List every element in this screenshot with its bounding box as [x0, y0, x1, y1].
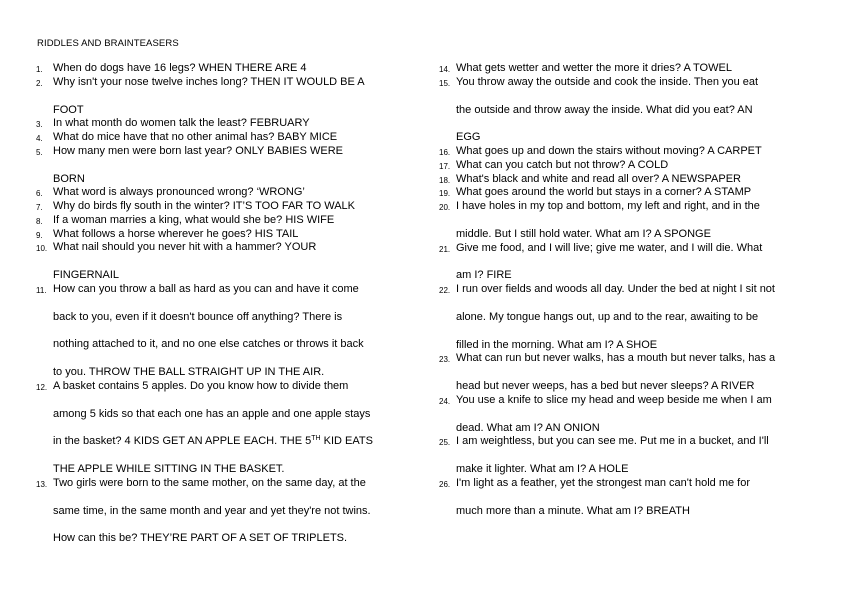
riddle-item — [439, 62, 829, 76]
riddle-line: the outside and throw away the inside. What did you eat? AN — [456, 103, 753, 116]
riddle-number: 16. — [439, 148, 451, 157]
ordinal-suffix: TH — [311, 435, 321, 443]
riddle-number: 6. — [36, 189, 43, 199]
right-column — [439, 62, 829, 518]
riddle-number: 15. — [439, 78, 451, 88]
riddle-number: 11. — [36, 285, 47, 295]
riddle-number: 20. — [439, 203, 451, 212]
riddle-line: I'm light as a feather, yet the strongest man can't hold me for — [456, 476, 751, 489]
riddle-number: 17. — [439, 161, 451, 171]
riddle-list-right — [439, 62, 829, 518]
riddle-line: What can run but never walks, has a mouth but never talks, has a — [456, 352, 776, 365]
riddle-line: head but never weeps, has a bed but never sleeps? A RIVER — [456, 380, 755, 392]
riddle-item — [439, 186, 829, 200]
riddle-line: Give me food, and I will live; give me water, and I will die. What — [456, 241, 763, 254]
riddle-line: Why do birds fly south in the winter? IT’S TOO FAR TO WALK — [53, 200, 356, 212]
riddle-line: dead. What am I? AN ONION — [456, 421, 600, 434]
riddle-item — [36, 228, 416, 242]
riddle-item — [36, 283, 416, 380]
riddle-number: 13. — [36, 479, 48, 489]
riddle-line: How can this be? THEY’RE PART OF A SET OF TRIPLETS. — [53, 532, 348, 545]
riddle-line: in the basket? 4 KIDS GET AN APPLE EACH. THE 5TH KID EATS — [53, 435, 373, 448]
riddle-item — [36, 477, 416, 546]
riddle-number: 7. — [36, 203, 43, 212]
riddle-item — [36, 117, 416, 131]
riddle-line: What gets wetter and wetter the more it dries? A TOWEL — [456, 62, 732, 74]
riddle-line: much more than a minute. What am I? BREATH — [456, 504, 690, 517]
riddle-line: FINGERNAIL — [53, 269, 120, 281]
riddle-number: 9. — [36, 230, 43, 240]
riddle-line: among 5 kids so that each one has an apple and one apple stays — [53, 407, 371, 420]
riddle-line: A basket contains 5 apples. Do you know how to divide them — [53, 379, 349, 392]
riddle-number: 5. — [36, 147, 43, 157]
document-title: RIDDLES AND BRAINTEASERS — [37, 38, 179, 49]
riddle-line: FOOT — [53, 103, 84, 116]
riddle-item — [439, 76, 829, 145]
riddle-number: 26. — [439, 479, 451, 489]
riddle-line: BORN — [53, 172, 85, 185]
riddle-item — [36, 186, 416, 200]
riddle-number: 3. — [36, 120, 43, 130]
riddle-number: 1. — [36, 65, 43, 74]
riddle-line: How many men were born last year? ONLY BABIES WERE — [53, 144, 343, 157]
riddle-line: I have holes in my top and bottom, my left and right, and in the — [456, 200, 760, 212]
left-column — [36, 62, 416, 546]
riddle-line: filled in the morning. What am I? A SHOE — [456, 338, 658, 351]
riddle-item — [439, 173, 829, 187]
riddle-line: What follows a horse wherever he goes? HIS TAIL — [53, 227, 299, 240]
riddle-item — [36, 214, 416, 228]
riddle-line: middle. But I still hold water. What am I? A SPONGE — [456, 227, 711, 240]
riddle-number: 14. — [439, 65, 451, 74]
riddle-item — [439, 242, 829, 284]
riddle-item — [439, 283, 829, 352]
riddle-line: If a woman marries a king, what would she be? HIS WIFE — [53, 213, 335, 226]
riddle-line: alone. My tongue hangs out, up and to the rear, awaiting to be — [456, 310, 759, 323]
riddle-line: When do dogs have 16 legs? WHEN THERE ARE 4 — [53, 62, 307, 74]
riddle-line: THE APPLE WHILE SITTING IN THE BASKET. — [53, 463, 285, 475]
riddle-number: 12. — [36, 382, 48, 392]
riddle-number: 24. — [439, 396, 451, 406]
riddle-item — [36, 76, 416, 118]
riddle-line: I run over fields and woods all day. Under the bed at night I sit not — [456, 283, 775, 295]
riddle-line: to you. THROW THE BALL STRAIGHT UP IN THE AIR. — [53, 366, 325, 378]
riddle-item — [439, 145, 829, 159]
riddle-line: You throw away the outside and cook the inside. Then you eat — [456, 75, 759, 88]
riddle-number: 10. — [36, 244, 48, 254]
riddle-item — [36, 200, 416, 214]
riddle-line: Why isn't your nose twelve inches long? THEN IT WOULD BE A — [53, 75, 365, 88]
riddle-line: What word is always pronounced wrong? ‘WRONG’ — [53, 186, 305, 199]
riddle-item — [36, 131, 416, 145]
riddle-number: 4. — [36, 134, 43, 143]
riddle-item — [36, 62, 416, 76]
riddle-line: What goes around the world but stays in a corner? A STAMP — [456, 186, 752, 199]
riddle-number: 22. — [439, 286, 451, 295]
riddle-number: 8. — [36, 216, 43, 226]
riddle-item — [439, 159, 829, 173]
riddle-line: In what month do women talk the least? FEBRUARY — [53, 117, 310, 130]
riddle-line: You use a knife to slice my head and weep beside me when I am — [456, 393, 772, 406]
riddle-line: What nail should you never hit with a hammer? YOUR — [53, 241, 317, 254]
riddle-item — [36, 380, 416, 477]
riddle-item — [439, 435, 829, 477]
riddle-line: nothing attached to it, and no one else catches or throws it back — [53, 338, 364, 351]
riddle-item — [439, 352, 829, 394]
riddle-line: What goes up and down the stairs without moving? A CARPET — [456, 145, 762, 157]
riddle-number: 21. — [439, 244, 451, 254]
riddle-number: 18. — [439, 175, 451, 185]
riddle-item — [36, 145, 416, 187]
riddle-item — [439, 477, 829, 519]
riddle-line: same time, in the same month and year and yet they're not twins. — [53, 504, 371, 517]
riddle-line: What's black and white and read all over? A NEWSPAPER — [456, 172, 741, 185]
riddle-line: am I? FIRE — [456, 269, 512, 282]
riddle-line: back to you, even if it doesn't bounce off anything? There is — [53, 310, 343, 323]
riddle-item — [439, 394, 829, 436]
riddle-number: 19. — [439, 189, 451, 199]
riddle-line: What do mice have that no other animal has? BABY MICE — [53, 131, 338, 143]
riddle-line: I am weightless, but you can see me. Put me in a bucket, and I'll — [456, 435, 769, 448]
riddle-line: How can you throw a ball as hard as you can and have it come — [53, 282, 359, 295]
riddle-item — [439, 200, 829, 242]
riddle-list-left — [36, 62, 416, 546]
riddle-line: Two girls were born to the same mother, on the same day, at the — [53, 476, 366, 489]
riddle-number: 23. — [439, 355, 451, 365]
riddle-item — [36, 241, 416, 283]
riddle-number: 25. — [439, 438, 451, 448]
riddle-line: EGG — [456, 131, 481, 144]
riddle-number: 2. — [36, 78, 43, 88]
riddle-line: What can you catch but not throw? A COLD — [456, 158, 669, 171]
riddle-line: make it lighter. What am I? A HOLE — [456, 463, 629, 475]
